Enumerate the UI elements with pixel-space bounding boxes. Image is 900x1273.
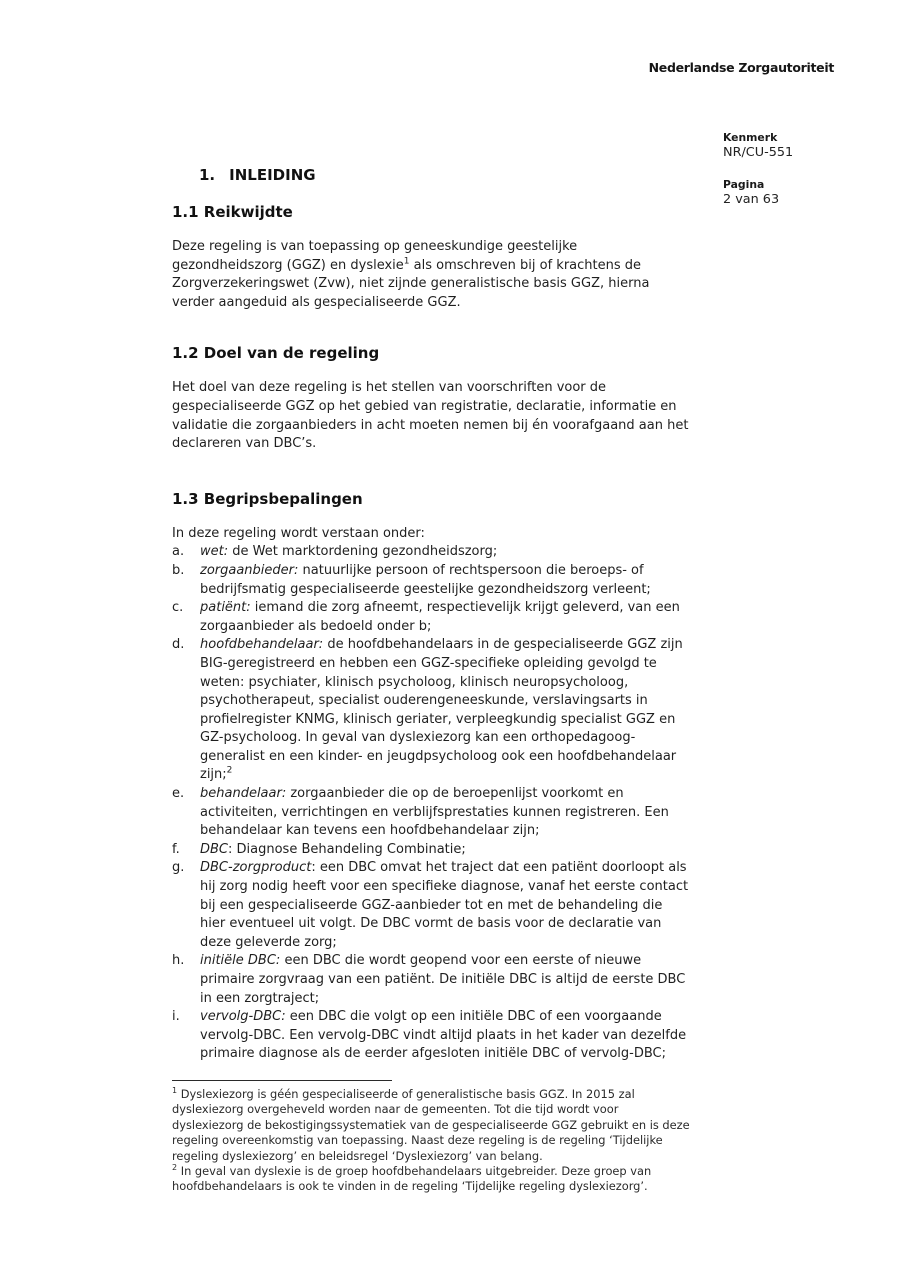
item-label: h. [172,953,185,969]
paragraph-text: als omschreven bij of krachtens de Zorgverzekeringswet (Zvw), niet zijnde generalistische basis GGZ, hierna verder aangeduid als gespecialiseerde GGZ. [172,257,650,310]
chapter-heading [172,166,690,185]
definition-item-e [172,785,690,841]
definition-item-a [172,543,690,562]
section-heading-reikwijdte: 1.1 Reikwijdte [172,203,293,221]
paragraph-text: Deze regeling is van toepassing op geneeskundige geestelijke gezondheidszorg (GGZ) en dyslexie [172,239,578,273]
chapter-number: 1. [199,166,216,184]
footnote-number: 1 [172,1086,178,1096]
footnote-text: Dyslexiezorg is géén gespecialiseerde of generalistische basis GGZ. In 2015 zal dyslexiezorg overgeheveld worden naar de gemeenten. Tot die tijd wordt voor dyslexiezorg de bekostigingssystematiek van de gespecialiseerde GGZ gebruikt en is deze regeling overeenkomstig van toepassing. Naast deze regeling is de regeling ‘Tijdelijke regeling dyslexiezorg’ en beleidsregel ‘Dyslexiezorg’ van belang. [172,1086,690,1163]
item-text: natuurlijke persoon of rechtspersoon die beroeps- of bedrijfsmatig gespecialiseerde geestelijke gezondheidszorg verleent; [200,562,651,597]
definition-item-i [172,1008,690,1064]
begrips-intro: In deze regeling wordt verstaan onder: [172,525,425,541]
definition-item-b [172,562,690,599]
item-label: i. [172,1009,180,1025]
footnote-ref-1: 1 [403,256,410,267]
document-content [172,160,690,1195]
item-term: vervolg-DBC: [200,1009,286,1025]
item-text: de hoofdbehandelaars in de gespecialiseerde GGZ zijn BIG-geregistreerd en hebben een GGZ-specifieke opleiding gevolgd te weten: psychiater, klinisch psycholoog, klinisch neuropsycholoog, psychotherapeut, specialist ouderengeneeskunde, verslavingsarts in profielregister KNMG, klinisch geriater, verpleegkundig specialist GGZ en GZ-psycholoog. In geval van dyslexiezorg kan een orthopedagoog-generalist en een kinder- en jeugdpsycholoog ook een hoofdbehandelaar zijn; [200,637,683,783]
footnote-divider [172,1080,392,1081]
item-term: behandelaar: [200,786,287,802]
nza-logo: Nederlandse Zorgautoriteit [648,60,834,75]
paragraph-reikwijdte [172,238,690,312]
definition-item-g [172,859,690,952]
item-text: de Wet marktordening gezondheidszorg; [228,544,498,560]
definition-item-h [172,952,690,1008]
item-term: zorgaanbieder: [200,562,299,578]
kenmerk-label: Kenmerk [723,131,778,144]
paragraph-doel: Het doel van deze regeling is het stellen van voorschriften voor de gespecialiseerde GGZ op het gebied van registratie, declaratie, informatie en validatie die zorgaanbieders in acht moeten nemen bij én voorafgaand aan het declareren van DBC’s. [172,380,689,452]
item-text: iemand die zorg afneemt, respectievelijk krijgt geleverd, van een zorgaanbieder als bedoeld onder b; [200,600,680,634]
item-term: wet: [200,544,229,560]
item-label: g. [172,860,185,876]
footnote-number: 2 [172,1163,178,1173]
item-label: a. [172,544,185,560]
item-term: DBC-zorgproduct [200,860,312,876]
definition-item-f [172,841,690,860]
definition-item-d [172,636,690,785]
pagina-value: 2 van 63 [723,192,780,207]
page-meta-block [723,130,793,209]
item-label: c. [172,600,184,616]
item-label: f. [172,841,180,857]
footnote-1 [172,1087,690,1164]
item-footnote-ref: 2 [226,766,233,777]
chapter-title: INLEIDING [229,166,316,184]
item-text: : Diagnose Behandeling Combinatie; [228,841,466,857]
item-label: d. [172,637,185,653]
item-term: patiënt: [200,600,251,616]
footnote-text: In geval van dyslexie is de groep hoofdbehandelaars uitgebreider. Deze groep van hoofdbehandelaars is ook te vinden in de regeling ‘Tijdelijke regeling dyslexiezorg’. [172,1164,652,1194]
item-text: zorgaanbieder die op de beroepenlijst voorkomt en activiteiten, verrichtingen en verblijfsprestaties kunnen registreren. Een behandelaar kan tevens een hoofdbehandelaar zijn; [200,786,669,839]
section-heading-begripsbepalingen: 1.3 Begripsbepalingen [172,489,363,508]
item-text: : een DBC omvat het traject dat een patiënt doorloopt als hij zorg nodig heeft voor een specifieke diagnose, vanaf het eerste contact bij een gespecialiseerde GGZ-aanbieder tot en met de behandeling die hier eventueel uit volgt. De DBC vormt de basis voor de declaratie van deze geleverde zorg; [200,860,689,950]
item-term: hoofdbehandelaar: [200,637,324,653]
pagina-label: Pagina [723,178,765,191]
item-term: initiële DBC: [200,953,281,969]
item-term: DBC [200,841,229,857]
section-heading-doel: 1.2 Doel van de regeling [172,344,380,363]
item-label: e. [172,786,185,802]
definition-list [172,543,690,1064]
footnote-2 [172,1164,690,1195]
item-text: een DBC die volgt op een initiële DBC of een voorgaande vervolg-DBC. Een vervolg-DBC vindt altijd plaats in het kader van dezelfde primaire diagnose als de eerder afgesloten initiële DBC of vervolg-DBC; [200,1009,687,1062]
item-text: een DBC die wordt geopend voor een eerste of nieuwe primaire zorgvraag van een patiënt. De initiële DBC is altijd de eerste DBC in een zorgtraject; [200,953,686,1006]
kenmerk-value: NR/CU-551 [723,145,794,160]
item-label: b. [172,562,185,578]
definition-item-c [172,599,690,636]
